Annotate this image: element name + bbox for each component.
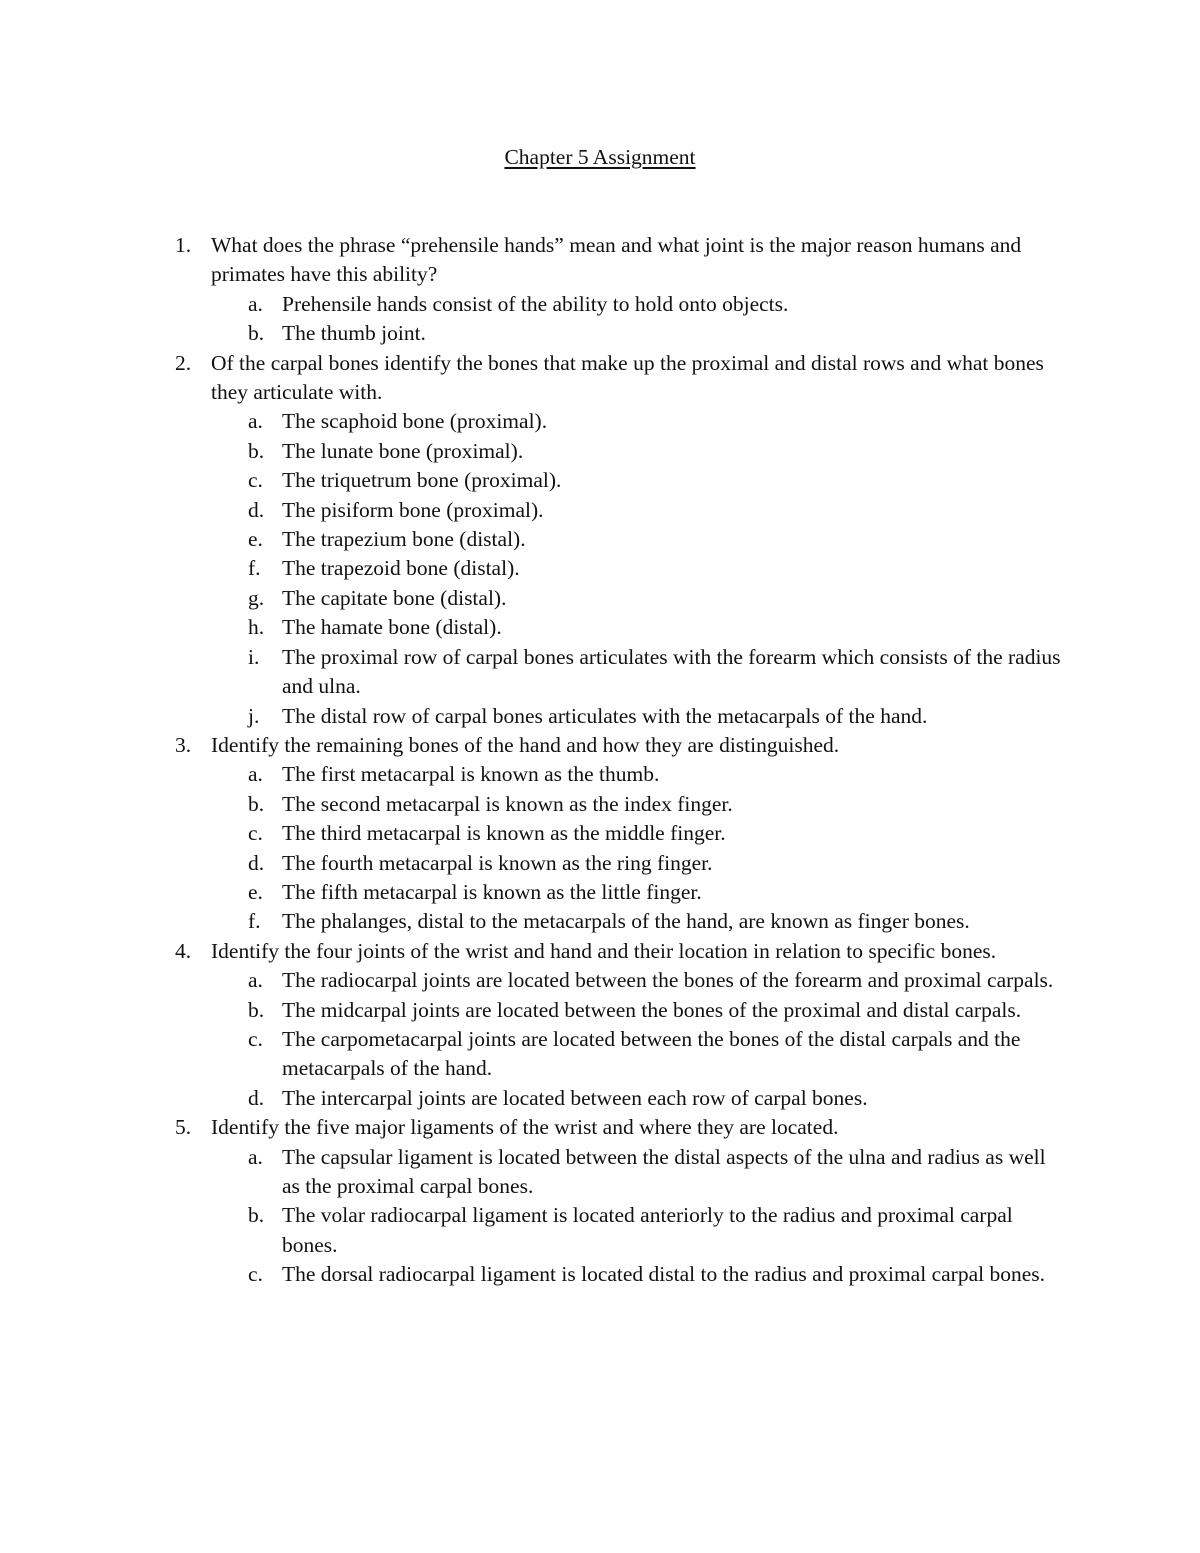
answer-letter: b.: [248, 791, 265, 816]
answer-letter: d.: [248, 497, 265, 522]
answer-item: [211, 907, 1064, 936]
answer-item: [211, 819, 1064, 848]
question-text: Of the carpal bones identify the bones that make up the proximal and distal rows and what bones they articulate with.: [211, 350, 1044, 405]
answer-text: The proximal row of carpal bones articulates with the forearm which consists of the radius and ulna.: [282, 644, 1061, 699]
answer-letter: c.: [248, 1026, 263, 1051]
question-text: What does the phrase “prehensile hands” mean and what joint is the major reason humans and primates have this ability?: [211, 233, 1022, 287]
question-number: 2.: [175, 350, 192, 375]
answer-text: The capitate bone (distal).: [282, 585, 507, 610]
answer-item: [211, 1025, 1064, 1084]
answer-item: [211, 554, 1064, 583]
answer-letter: a.: [248, 1144, 263, 1169]
answer-text: The third metacarpal is known as the middle finger.: [282, 821, 726, 846]
answer-text: The lunate bone (proximal).: [282, 438, 524, 463]
answer-letter: b.: [248, 438, 265, 463]
answer-text: The fifth metacarpal is known as the little finger.: [282, 879, 702, 904]
answer-item: [211, 319, 1064, 348]
answer-text: The capsular ligament is located between the distal aspects of the ulna and radius as well as the proximal carpal bones.: [282, 1144, 1046, 1198]
answer-letter: j.: [248, 703, 260, 728]
answer-item: [211, 966, 1064, 995]
answer-item: [211, 584, 1064, 613]
answer-list: [211, 407, 1064, 730]
answer-list: [211, 760, 1064, 936]
answer-item: [211, 525, 1064, 554]
answer-letter: d.: [248, 850, 265, 875]
answer-list: [211, 966, 1064, 1113]
question-number: 5.: [175, 1115, 192, 1140]
answer-item: [211, 702, 1064, 731]
answer-letter: a.: [248, 968, 263, 993]
answer-item: [211, 466, 1064, 495]
question-item: [0, 937, 1200, 1113]
answer-text: The triquetrum bone (proximal).: [282, 468, 562, 493]
answer-letter: b.: [248, 997, 265, 1022]
answer-text: The carpometacarpal joints are located between the bones of the distal carpals and the metacarpals of the hand.: [282, 1026, 1021, 1081]
answer-letter: a.: [248, 291, 263, 316]
answer-letter: e.: [248, 527, 263, 552]
answer-text: The scaphoid bone (proximal).: [282, 409, 548, 434]
answer-letter: c.: [248, 1262, 263, 1287]
answer-item: [211, 849, 1064, 878]
answer-letter: i.: [248, 644, 260, 669]
answer-item: [211, 437, 1064, 466]
answer-text: The second metacarpal is known as the index finger.: [282, 791, 733, 816]
answer-letter: c.: [248, 468, 263, 493]
answer-item: [211, 790, 1064, 819]
answer-text: The phalanges, distal to the metacarpals of the hand, are known as finger bones.: [282, 909, 970, 934]
answer-item: [211, 996, 1064, 1025]
answer-text: The first metacarpal is known as the thumb.: [282, 762, 660, 787]
answer-text: The fourth metacarpal is known as the ring finger.: [282, 850, 713, 875]
answer-item: [211, 878, 1064, 907]
document-title: Chapter 5 Assignment: [504, 145, 696, 169]
answer-item: [211, 290, 1064, 319]
answer-item: [211, 760, 1064, 789]
question-number: 3.: [175, 732, 192, 757]
question-item: [0, 349, 1200, 731]
question-text: Identify the remaining bones of the hand and how they are distinguished.: [211, 732, 840, 757]
answer-letter: e.: [248, 879, 263, 904]
answer-text: The radiocarpal joints are located between the bones of the forearm and proximal carpals.: [282, 968, 1054, 993]
answer-text: The thumb joint.: [282, 321, 426, 346]
answer-text: The pisiform bone (proximal).: [282, 497, 544, 522]
answer-text: The dorsal radiocarpal ligament is located distal to the radius and proximal carpal bones.: [282, 1262, 1045, 1287]
question-item: [0, 231, 1200, 349]
answer-item: [211, 1143, 1064, 1202]
answer-text: The distal row of carpal bones articulates with the metacarpals of the hand.: [282, 703, 928, 728]
answer-text: Prehensile hands consist of the ability to hold onto objects.: [282, 291, 789, 316]
answer-letter: f.: [248, 909, 261, 934]
answer-text: The volar radiocarpal ligament is located anteriorly to the radius and proximal carpal bones.: [282, 1203, 1013, 1257]
question-item: [0, 1113, 1200, 1289]
answer-letter: g.: [248, 585, 265, 610]
answer-item: [211, 407, 1064, 436]
answer-letter: f.: [248, 556, 261, 581]
answer-list: [211, 1143, 1064, 1290]
answer-item: [211, 496, 1064, 525]
answer-letter: c.: [248, 821, 263, 846]
question-number: 1.: [175, 233, 192, 257]
answer-letter: d.: [248, 1085, 265, 1110]
answer-letter: a.: [248, 409, 263, 434]
answer-item: [211, 643, 1064, 702]
question-list: [0, 231, 1200, 1290]
answer-text: The trapezium bone (distal).: [282, 527, 526, 552]
answer-letter: b.: [248, 1203, 265, 1228]
question-text: Identify the five major ligaments of the wrist and where they are located.: [211, 1115, 839, 1140]
answer-text: The midcarpal joints are located between the bones of the proximal and distal carpals.: [282, 997, 1022, 1022]
answer-item: [211, 1201, 1064, 1260]
answer-letter: h.: [248, 615, 265, 640]
answer-text: The intercarpal joints are located between each row of carpal bones.: [282, 1085, 868, 1110]
answer-item: [211, 613, 1064, 642]
answer-item: [211, 1084, 1064, 1113]
answer-list: [211, 290, 1064, 349]
answer-text: The hamate bone (distal).: [282, 615, 502, 640]
question-item: [0, 731, 1200, 937]
question-number: 4.: [175, 938, 192, 963]
answer-item: [211, 1260, 1064, 1289]
answer-text: The trapezoid bone (distal).: [282, 556, 520, 581]
answer-letter: b.: [248, 321, 265, 346]
answer-letter: a.: [248, 762, 263, 787]
question-text: Identify the four joints of the wrist and hand and their location in relation to specific bones.: [211, 938, 997, 963]
